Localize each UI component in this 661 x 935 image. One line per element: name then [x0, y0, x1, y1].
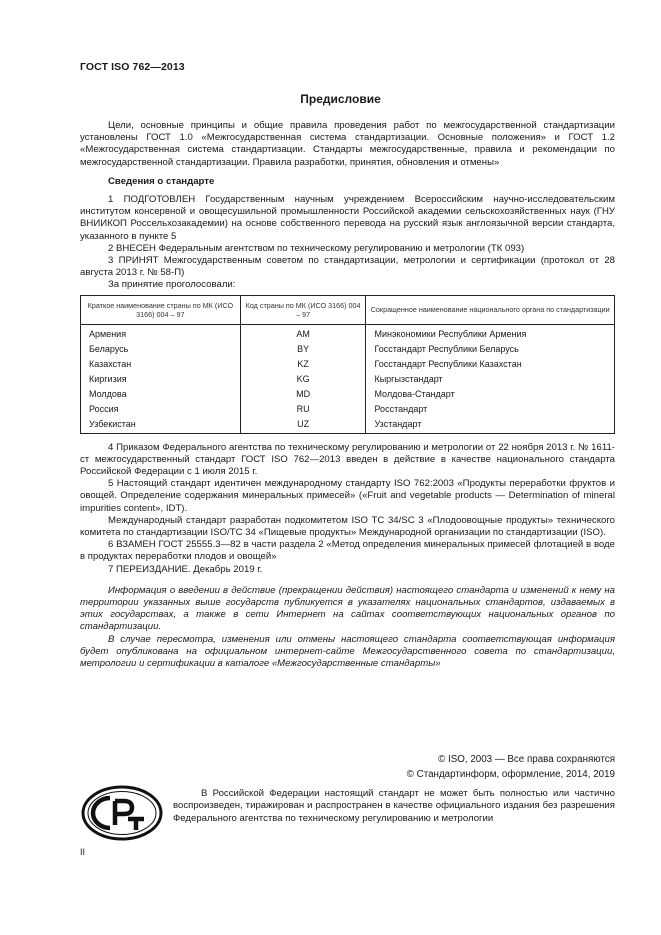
item-2-introduced: 2 ВНЕСЕН Федеральным агентством по техническому регулированию и метрологии (ТК 093) — [108, 242, 525, 254]
table-row — [81, 417, 615, 434]
item-5-developer: Международный стандарт разработан подкомитетом ISO TC 34/SC 3 «Плодоовощные продукты» технического комитета по стандартизации ISO/TC 34 «Пищевые продукты» Международной организации по стандартизации (ISO). — [80, 514, 615, 539]
code-cell: MD — [240, 387, 366, 402]
country-cell: Казахстан — [81, 357, 241, 372]
copyright-standartinform: © Стандартинформ, оформление, 2014, 2019 — [406, 768, 615, 780]
table-row — [81, 342, 615, 357]
body-cell: Узстандарт — [366, 417, 615, 434]
item-3-voters-label: За принятие проголосовали: — [108, 279, 236, 291]
code-cell: AM — [240, 324, 366, 342]
item-5-identical: 5 Настоящий стандарт идентичен международному стандарту ISO 762:2003 «Продукты переработки фруктов и овощей. Определение содержания минеральных примесей» («Fruit and vegetable products — Determination of mineral impurities content», IDT). — [80, 478, 615, 514]
header-national-body: Сокращенное наименование национального органа по стандартизации — [366, 295, 615, 324]
country-cell: Беларусь — [81, 342, 241, 357]
standard-code-header: ГОСТ ISO 762—2013 — [80, 61, 185, 73]
body-cell: Росстандарт — [366, 402, 615, 417]
table-row — [81, 402, 615, 417]
code-cell: UZ — [240, 417, 366, 434]
header-country-code: Код страны по МК (ИСО 3166) 004 – 97 — [240, 295, 366, 324]
body-cell: Кыргызстандарт — [366, 372, 615, 387]
rf-reproduction-notice: В Российской Федерации настоящий стандарт не может быть полностью или частично воспроизведен, тиражирован и распространен в качестве официального издания без разрешения Федерального агентства по техническому регулированию и метрологии — [173, 788, 615, 824]
body-cell: Госстандарт Республики Казахстан — [366, 357, 615, 372]
copyright-block — [407, 753, 615, 782]
copyright-iso: © ISO, 2003 — Все права сохраняются — [438, 754, 615, 765]
page-title: Предисловие — [300, 92, 381, 106]
page-number: II — [80, 847, 86, 857]
item-4-order: 4 Приказом Федерального агентства по техническому регулированию и метрологии от 22 ноября 2013 г. № 1611-ст межгосударственный стандарт ГОСТ ISO 762—2013 введен в действие в качестве национального стандарта Российской Федерации с 1 июля 2015 г. — [80, 441, 615, 478]
header-country-name: Краткое наименование страны по МК (ИСО 3166) 004 – 97 — [81, 295, 241, 324]
country-cell: Киргизия — [81, 372, 241, 387]
body-cell: Молдова-Стандарт — [366, 387, 615, 402]
info-enactment-notice: Информация о введении в действие (прекращении действия) настоящего стандарта и изменений к нему на территории указанных выше государств публикуется в указателях национальных стандартов, издаваемых в этих государствах, а также в сети Интернет на сайтах соответствующих национальных органов по стандартизации. — [80, 584, 615, 633]
code-cell: KG — [240, 372, 366, 387]
country-cell: Узбекистан — [81, 417, 241, 434]
info-revision-notice: В случае пересмотра, изменения или отмены настоящего стандарта соответствующая информация будет опубликована на официальном интернет-сайте Межгосударственного совета по стандартизации, метрологии и сертификации в каталоге «Межгосударственные стандарты» — [80, 633, 615, 670]
table-row — [81, 324, 615, 342]
item-1-prepared: 1 ПОДГОТОВЛЕН Государственным научным учреждением Всероссийским научно-исследовательским институтом консервной и овощесушильной промышленности Российской академии сельскохозяйственных наук (ГНУ ВНИИКОП Россельхозакадемии) на основе собственного перевода на русский язык англоязычной версии стандарта, указанного в пункте 5 — [80, 194, 615, 242]
table-row — [81, 372, 615, 387]
item-3-adopted: 3 ПРИНЯТ Межгосударственным советом по стандартизации, метрологии и сертификации (протокол от 28 августа 2013 г. № 58-П) — [80, 255, 615, 279]
table-row — [81, 357, 615, 372]
item-7-reissue: 7 ПЕРЕИЗДАНИЕ. Декабрь 2019 г. — [108, 563, 263, 575]
body-cell: Госстандарт Республики Беларусь — [366, 342, 615, 357]
country-cell: Армения — [81, 324, 241, 342]
code-cell: BY — [240, 342, 366, 357]
section-subtitle: Сведения о стандарте — [108, 175, 215, 187]
code-cell: KZ — [240, 357, 366, 372]
code-cell: RU — [240, 402, 366, 417]
table-row — [81, 387, 615, 402]
intro-paragraph: Цели, основные принципы и общие правила проведения работ по межгосударственной стандартизации установлены ГОСТ 1.0 «Межгосударственная система стандартизации. Основные положения» и ГОСТ 1.2 «Межгосударственная система стандартизации. Стандарты межгосударственные, правила и рекомендации по межгосударственной стандартизации. Правила разработки, принятия, обновления и отмены» — [80, 120, 615, 168]
item-6-replaces: 6 ВЗАМЕН ГОСТ 25555.3—82 в части раздела 2 «Метод определения минеральных примесей флотацией в воде в продуктах переработки плодов и овощей» — [80, 539, 615, 563]
document-body — [80, 120, 615, 670]
voting-states-table — [80, 295, 615, 434]
country-cell: Россия — [81, 402, 241, 417]
rst-logo-icon — [80, 784, 164, 842]
body-cell: Минэкономики Республики Армения — [366, 324, 615, 342]
country-cell: Молдова — [81, 387, 241, 402]
table-header-row — [81, 295, 615, 324]
